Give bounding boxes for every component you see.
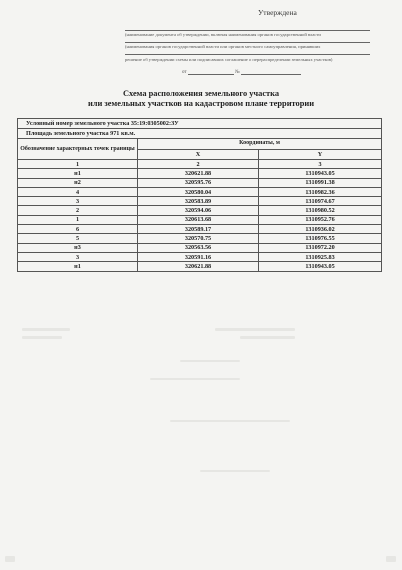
bleed-through-mark [22,336,62,339]
table-row [18,243,382,252]
table-row [18,206,382,215]
table-row [18,262,382,271]
table-row [18,234,382,243]
point-label: 1 [18,215,138,224]
point-label: н1 [18,169,138,178]
bleed-through-mark [200,470,270,472]
decision-line [125,54,370,55]
approval-document-line [125,30,370,31]
parcel-number: Условный номер земельного участка 35:19:0305002:ЗУ [18,119,382,129]
point-label: 6 [18,225,138,234]
y-coordinate: 1310943.05 [259,169,382,178]
table-row [18,225,382,234]
x-coordinate: 320594.06 [138,206,259,215]
points-column-header: Обозначение характерных точек границы [18,139,138,160]
point-label: н2 [18,178,138,187]
column-index-row [18,160,382,169]
bleed-through-mark [5,556,15,562]
table-row [18,252,382,261]
parcel-area-row [18,129,382,139]
parcel-area: Площадь земельного участка 971 кв.м. [18,129,382,139]
y-coordinate: 1310943.05 [259,262,382,271]
y-column-header: Y [259,149,382,160]
parcel-number-row [18,119,382,129]
table-row [18,169,382,178]
x-coordinate: 320580.04 [138,187,259,196]
y-coordinate: 1310980.52 [259,206,382,215]
y-coordinate: 1310976.55 [259,234,382,243]
x-column-header: X [138,149,259,160]
approval-caption-3: решение об утверждении схемы или подписавших соглашение о перераспределении земельных участков) [125,57,333,62]
table-header-row [18,139,382,150]
table-row [18,197,382,206]
x-coordinate: 320583.89 [138,197,259,206]
y-coordinate: 1310974.67 [259,197,382,206]
column-index: 2 [138,160,259,169]
column-index: 1 [18,160,138,169]
coordinates-header: Координаты, м [138,139,382,150]
y-coordinate: 1310991.38 [259,178,382,187]
x-coordinate: 320621.88 [138,262,259,271]
x-coordinate: 320570.75 [138,234,259,243]
table-row [18,215,382,224]
table-row [18,178,382,187]
number-label: № [235,70,240,75]
x-coordinate: 320595.76 [138,178,259,187]
bleed-through-mark [240,336,295,339]
x-coordinate: 320589.17 [138,225,259,234]
ot-label: от [182,70,187,75]
point-label: н1 [18,262,138,271]
column-index: 3 [259,160,382,169]
x-coordinate: 320591.16 [138,252,259,261]
point-label: 3 [18,197,138,206]
document-title-line-2: или земельных участков на кадастровом плане территории [87,99,315,108]
approval-caption-1: (наименование документа об утверждении, включая наименования органов государственной власти [125,32,321,37]
point-label: 4 [18,187,138,196]
document-title-line-1: Схема расположения земельного участка [122,89,280,98]
bleed-through-mark [215,328,295,331]
x-coordinate: 320613.68 [138,215,259,224]
bleed-through-mark [22,328,70,331]
authority-line [125,42,370,43]
y-coordinate: 1310982.36 [259,187,382,196]
y-coordinate: 1310952.76 [259,215,382,224]
coordinates-table [17,118,382,272]
approval-date-number-row [182,70,301,75]
bleed-through-mark [386,556,396,562]
bleed-through-mark [180,360,240,362]
approval-caption-2: (наименования органов государственной власти или органов местного самоуправления, принявших [125,44,321,49]
bleed-through-mark [170,420,290,422]
bleed-through-mark [150,378,240,380]
approved-label: Утверждена [258,8,297,17]
point-label: н3 [18,243,138,252]
point-label: 5 [18,234,138,243]
y-coordinate: 1310925.83 [259,252,382,261]
number-blank [241,74,301,75]
y-coordinate: 1310972.20 [259,243,382,252]
point-label: 2 [18,206,138,215]
date-blank [188,74,234,75]
x-coordinate: 320621.88 [138,169,259,178]
point-label: 3 [18,252,138,261]
y-coordinate: 1310936.02 [259,225,382,234]
x-coordinate: 320563.56 [138,243,259,252]
table-row [18,187,382,196]
